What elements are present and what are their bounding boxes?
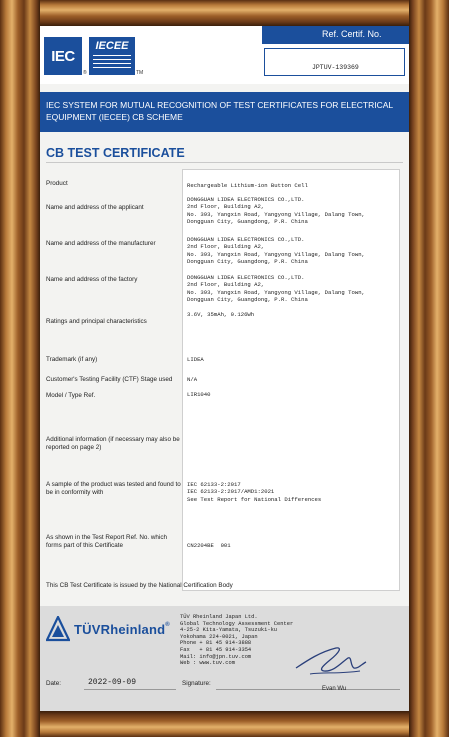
value-manufacturer: DONGGUAN LIDEA ELECTRONICS CO.,LTD. 2nd Floor, Building A2, No. 393, Yangxin Road, Yangyong Village, Dalang Town, Dongguan City, Guangdong, P.R. China [187,236,365,266]
label-model: Model / Type Ref. [46,392,96,399]
value-model: LIR1040 [187,391,211,398]
registered-mark: ® [83,70,87,76]
value-conformity: IEC 62133-2:2017 IEC 62133-2:2017/AMD1:2021 See Test Report for National Differences [187,481,322,503]
signature-image [290,638,370,682]
tuv-brand-text: TÜVRheinland [74,622,166,637]
label-additional-info: Additional information (if necessary may also be reported on page 2) [46,436,180,451]
date-underline [84,689,176,690]
value-applicant: DONGGUAN LIDEA ELECTRONICS CO.,LTD. 2nd Floor, Building A2, No. 393, Yangxin Road, Yangyong Village, Dalang Town, Dongguan City, Guangdong, P.R. China [187,196,365,226]
label-test-report: As shown in the Test Report Ref. No. which forms part of this Certificate [46,534,167,549]
issued-statement: This CB Test Certificate is issued by the National Certification Body [46,582,233,589]
label-factory: Name and address of the factory [46,276,138,283]
tuv-brand [74,622,170,637]
trademark-mark: TM [136,70,144,76]
date-value: 2022-09-09 [88,678,137,687]
value-ctf-stage: N/A [187,376,198,383]
tuv-triangle-icon [46,616,70,642]
signature-label: Signature: [182,680,211,687]
iec-logo: IEC [44,37,82,75]
label-applicant: Name and address of the applicant [46,204,144,211]
cert-no-value: JPTUV-139369 [312,64,359,71]
cert-no-label: Ref. Certif. No. [262,26,409,44]
iecee-logo-text: IECEE [95,40,129,52]
iecee-logo-lines [93,55,131,71]
label-conformity: A sample of the product was tested and found to be in conformity with [46,481,181,496]
title-divider [46,162,403,163]
value-product: Rechargeable Lithium-ion Button Cell [187,182,308,189]
label-manufacturer: Name and address of the manufacturer [46,240,156,247]
value-factory: DONGGUAN LIDEA ELECTRONICS CO.,LTD. 2nd Floor, Building A2, No. 393, Yangxin Road, Yangyong Village, Dalang Town, Dongguan City, Guangdong, P.R. China [187,274,365,304]
signature-underline [216,689,400,690]
tuv-brand-mark: ® [165,622,170,628]
certificate-title: CB TEST CERTIFICATE [46,146,185,160]
cert-no-box [264,48,405,76]
label-trademark: Trademark (if any) [46,356,98,363]
certificate-page [40,26,409,711]
value-test-report: CN2204BE 001 [187,542,231,549]
signer-name: Evan Wu [322,686,347,692]
label-ctf-stage: Customer's Testing Facility (CTF) Stage used [46,376,173,383]
label-ratings: Ratings and principal characteristics [46,318,147,325]
label-product: Product [46,180,68,187]
scheme-banner: IEC SYSTEM FOR MUTUAL RECOGNITION OF TEST CERTIFICATES FOR ELECTRICAL EQUIPMENT (IECEE) CB SCHEME [40,92,409,132]
issuer-address: TÜV Rheinland Japan Ltd. Global Technology Assessment Center 4-25-2 Kita-Yamata, Tsuzuki-ku Yokohama 224-0021, Japan Phone + 81 45 914-3888 Fax + 81 45 914-3354 Mail: info@jpn.tuv.com Web : www.tuv.com [180,614,294,667]
value-trademark: LIDEA [187,356,204,363]
iecee-logo [89,37,135,75]
date-label: Date: [46,680,62,687]
value-ratings: 3.6V, 35mAh, 0.126Wh [187,311,255,318]
